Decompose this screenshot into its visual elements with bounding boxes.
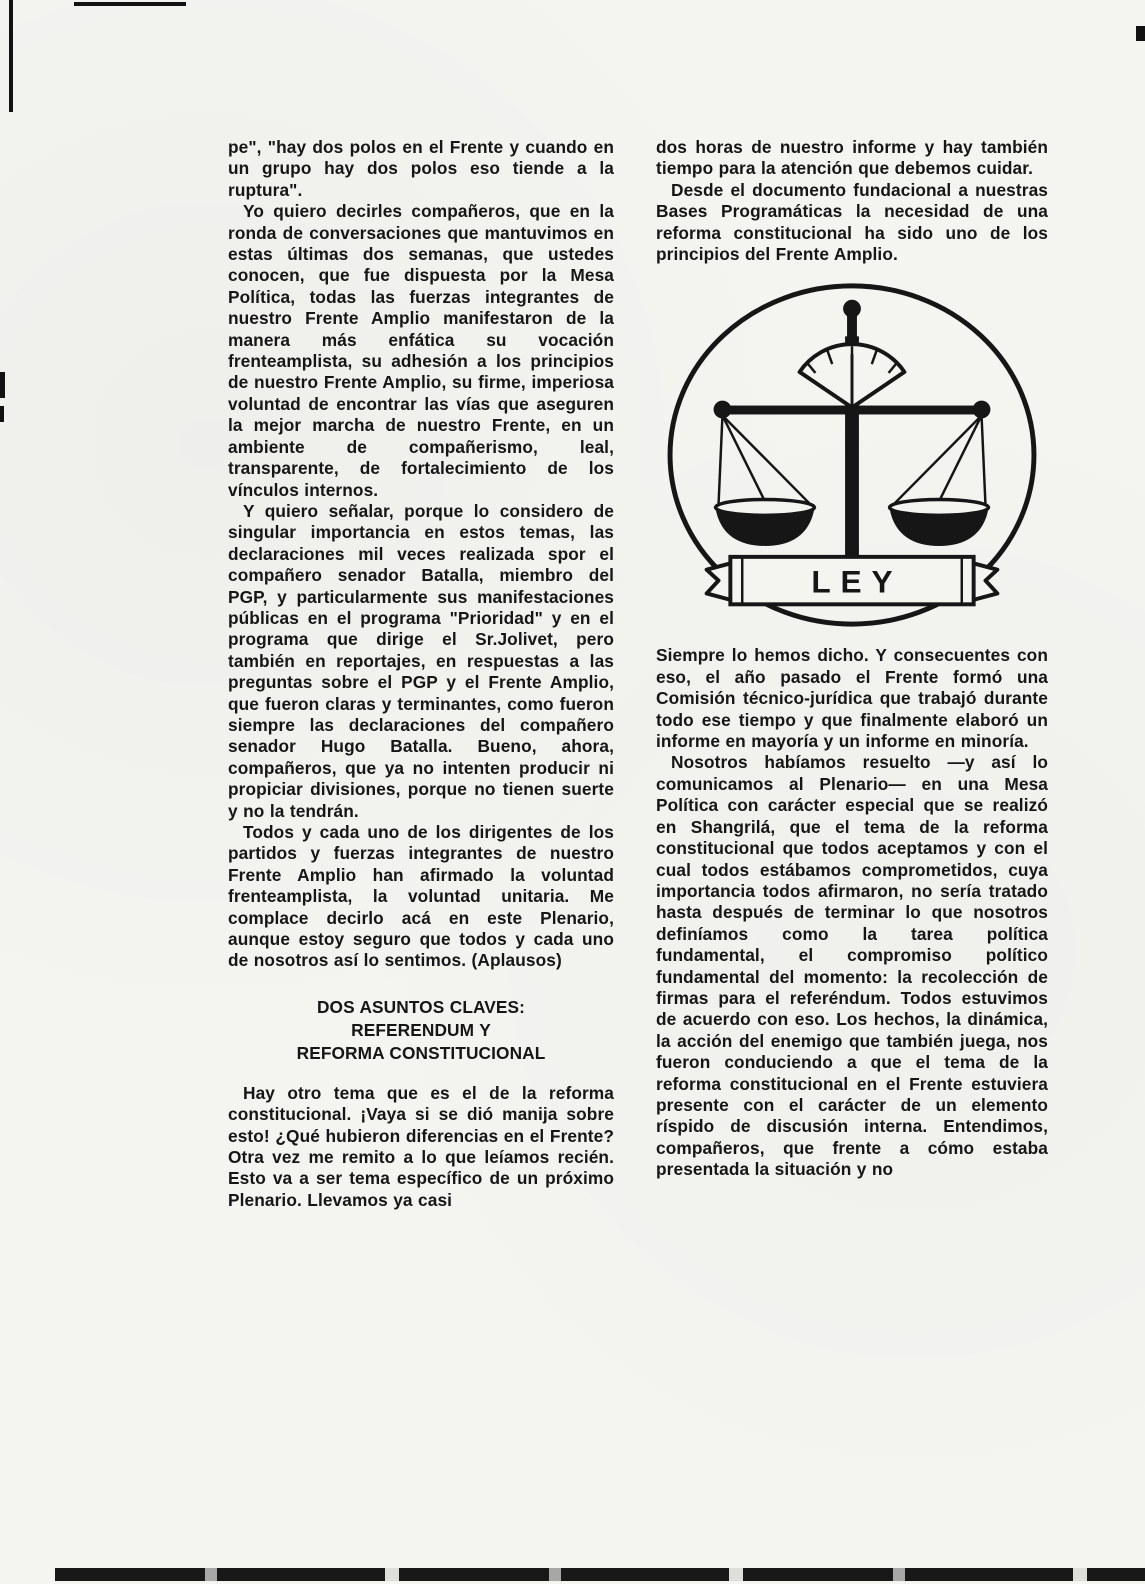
scan-artifact-left-edge bbox=[0, 372, 5, 398]
scan-artifact-right-edge bbox=[1136, 26, 1145, 41]
ley-banner-label: LEY bbox=[811, 563, 903, 600]
scan-artifact-top-left-horizontal bbox=[74, 2, 186, 6]
scales-of-justice-illustration bbox=[659, 277, 1045, 633]
scan-artifact-bottom-band bbox=[55, 1568, 1145, 1581]
right-column bbox=[656, 137, 1048, 1181]
section-heading-line: REFORMA CONSTITUCIONAL bbox=[296, 1042, 546, 1063]
paragraph: Y quiero señalar, porque lo considero de singular importancia en estos temas, las declaraciones mil veces realizada spor el compañero senador Batalla, miembro del PGP, y particularmente sus manifestaciones públicas en el programa "Prioridad" y en el programa que dirige el Sr.Jolivet, pero también en reportajes, en respuestas a las preguntas sobre el PGP y el Frente Amplio, que fueron claras y terminantes, como fueron siempre las declaraciones del compañero senador Hugo Batalla. Bueno, ahora, compañeros, que ya no intenten producir ni propiciar divisiones, porque no tienen suerte y no la tendrán. bbox=[228, 500, 614, 821]
ley-banner bbox=[707, 557, 998, 604]
section-heading-line: REFERENDUM Y bbox=[351, 1019, 491, 1040]
scan-artifact-top-left-vertical bbox=[9, 0, 13, 112]
paragraph: dos horas de nuestro informe y hay también tiempo para la atención que debemos cuidar. bbox=[656, 137, 1048, 179]
paragraph: Todos y cada uno de los dirigentes de los partidos y fuerzas integrantes de nuestro Frente Amplio han afirmado la voluntad frenteamplista, la voluntad unitaria. Me complace decirlo acá en este Plenario, aunque estoy seguro que todos y cada uno de nosotros así lo sentimos. (Aplausos) bbox=[228, 822, 614, 971]
section-heading-line: DOS ASUNTOS CLAVES: bbox=[316, 996, 526, 1017]
paragraph: Desde el documento fundacional a nuestras Bases Programáticas la necesidad de una reforma constitucional ha sido uno de los principios del Frente Amplio. bbox=[656, 179, 1048, 265]
paragraph: Hay otro tema que es el de la reforma constitucional. ¡Vaya si se dió manija sobre esto! ¿Qué hubieron diferencias en el Frente? Otra vez me remito a lo que leíamos recién. Esto va a ser tema específico de un próximo Plenario. Llevamos ya casi bbox=[228, 1082, 614, 1210]
scales-of-justice-icon bbox=[659, 277, 1045, 633]
scan-artifact-left-edge bbox=[0, 406, 4, 422]
paragraph: Yo quiero decirles compañeros, que en la ronda de conversaciones que mantuvimos en estas últimas dos semanas, que ustedes conocen, que fue dispuesta por la Mesa Política, todas las fuerzas integrantes de nuestro Frente Amplio manifestaron de la manera más enfática su vocación frenteamplista, su adhesión a los principios de nuestro Frente Amplio, su firme, imperiosa voluntad de encontrar las vías que aseguren la mejor marcha de nuestro Frente, en un ambiente de compañerismo, leal, transparente, de fortalecimiento de los vínculos internos. bbox=[228, 201, 614, 500]
paragraph: pe", "hay dos polos en el Frente y cuando en un grupo hay dos polos eso tiende a la ruptura". bbox=[228, 137, 614, 200]
paragraph: Siempre lo hemos dicho. Y consecuentes con eso, el año pasado el Frente formó una Comisión técnico-jurídica que trabajó durante todo ese tiempo y que finalmente elaboró un informe en mayoría y un informe en minoría. bbox=[656, 645, 1048, 752]
section-heading bbox=[234, 996, 608, 1065]
left-column bbox=[228, 137, 614, 1211]
paragraph: Nosotros habíamos resuelto —y así lo comunicamos al Plenario— en una Mesa Política con carácter especial que se realizó en Shangrilá, que el tema de la reforma constitucional que todos aceptamos y con el cual todos estábamos comprometidos, cuya importancia todos afirmaron, no sería tratado hasta después de terminar lo que nosotros definíamos como la tarea política fundamental, el compromiso político fundamental del momento: la recolección de firmas para el referéndum. Todos estuvimos de acuerdo con eso. Los hechos, la dinámica, la acción del enemigo que también juega, nos fueron conduciendo a que el tema de la reforma constitucional en el Frente estuviera presente con el carácter de un elemento ríspido de discusión interna. Entendimos, compañeros, que frente a cómo estaba presentada la situación y no bbox=[656, 752, 1048, 1180]
